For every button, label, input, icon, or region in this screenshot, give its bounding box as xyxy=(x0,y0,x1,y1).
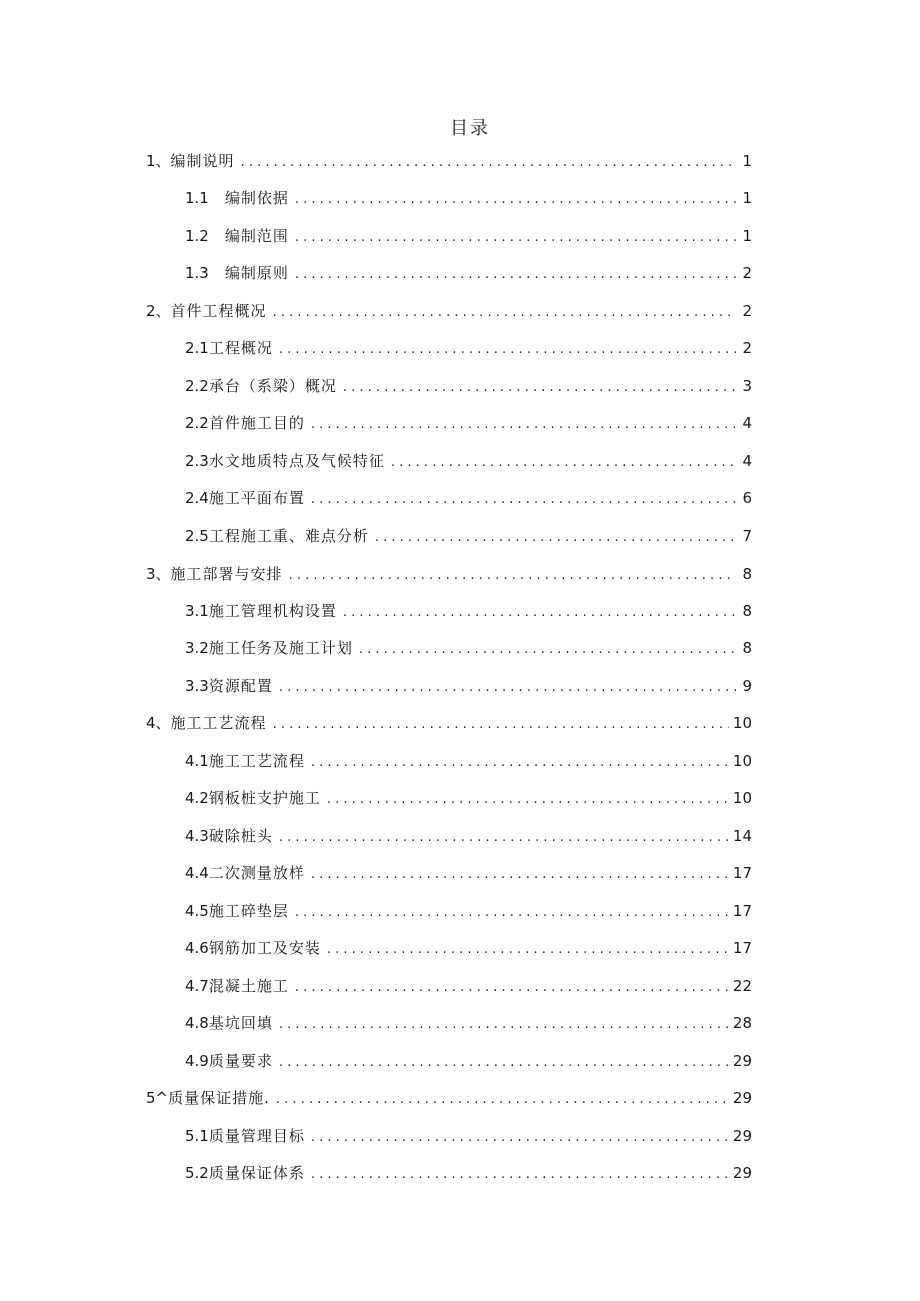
toc-entry-text: 施工平面布置 xyxy=(208,489,305,507)
toc-entry-number: 3.1 xyxy=(185,602,209,620)
toc-entry-page: 17 xyxy=(732,902,752,920)
toc-entry[interactable] xyxy=(185,448,752,472)
toc-entry[interactable] xyxy=(185,935,752,959)
toc-entry-page: 8 xyxy=(742,565,752,583)
toc-entry[interactable] xyxy=(185,373,752,397)
dot-leader xyxy=(359,641,736,659)
toc-entry-text: 钢板桩支护施工 xyxy=(208,789,321,807)
toc-entry-number: 4.5 xyxy=(185,902,209,920)
toc-entry[interactable] xyxy=(185,223,752,247)
dot-leader xyxy=(327,791,729,809)
toc-entry-text: 编制依据 xyxy=(224,189,289,207)
dot-leader xyxy=(295,191,736,209)
dot-leader xyxy=(276,1091,729,1109)
toc-entry-page: 22 xyxy=(732,977,752,995)
toc-entry-page: 1 xyxy=(742,227,752,245)
toc-entry-text: 承台（系梁）概况 xyxy=(208,377,337,395)
toc-entry[interactable] xyxy=(185,335,752,359)
toc-entry[interactable] xyxy=(185,635,752,659)
toc-entry-page: 3 xyxy=(742,377,752,395)
toc-entry-number: 3.2 xyxy=(185,639,209,657)
toc-entry-text: 施工管理机构设置 xyxy=(208,602,337,620)
toc-entry[interactable] xyxy=(185,860,752,884)
dot-leader xyxy=(279,1016,729,1034)
toc-entry[interactable] xyxy=(185,410,752,434)
toc-entry[interactable] xyxy=(185,260,752,284)
toc-entry-text: 编制范围 xyxy=(224,227,289,245)
toc-entry-page: 2 xyxy=(742,302,752,320)
toc-entry-number: 4.1 xyxy=(185,752,209,770)
toc-entry-page: 10 xyxy=(732,714,752,732)
dot-leader xyxy=(327,941,729,959)
toc-entry-number: 5.2 xyxy=(185,1164,209,1182)
toc-entry-number: 4.6 xyxy=(185,939,209,957)
toc-entry-page: 29 xyxy=(732,1089,752,1107)
toc-entry-page: 7 xyxy=(742,527,752,545)
toc-entry-number: 4.3 xyxy=(185,827,209,845)
dot-leader xyxy=(279,829,729,847)
toc-entry-text: 施工任务及施工计划 xyxy=(208,639,353,657)
toc-entry-number: 2.4 xyxy=(185,489,209,507)
toc-entry-page: 1 xyxy=(742,152,752,170)
toc-entry-text: 质量保证体系 xyxy=(208,1164,305,1182)
toc-entry-page: 10 xyxy=(732,752,752,770)
toc-entry[interactable] xyxy=(146,148,752,172)
toc-entry-page: 1 xyxy=(742,189,752,207)
toc-entry-text: 基坑回填 xyxy=(208,1014,273,1032)
toc-entry-number: 4.9 xyxy=(185,1052,209,1070)
toc-title: 目录 xyxy=(450,118,490,139)
toc-entry-number: 1、 xyxy=(146,152,171,170)
toc-entry[interactable] xyxy=(185,523,752,547)
toc-entry-text: 钢筋加工及安装 xyxy=(208,939,321,957)
toc-entry-number: 5^ xyxy=(146,1089,169,1107)
toc-entry-text: 质量要求 xyxy=(208,1052,273,1070)
dot-leader xyxy=(279,341,736,359)
toc-entry-page: 9 xyxy=(742,677,752,695)
toc-entry[interactable] xyxy=(146,561,752,585)
toc-entry-text: 首件工程概况 xyxy=(170,302,267,320)
toc-entry-number: 4.7 xyxy=(185,977,209,995)
toc-entry[interactable] xyxy=(185,1048,752,1072)
dot-leader xyxy=(311,866,729,884)
toc-entry-page: 29 xyxy=(732,1164,752,1182)
toc-entry-page: 8 xyxy=(742,602,752,620)
toc-entry-text: 工程施工重、难点分析 xyxy=(208,527,369,545)
dot-leader xyxy=(295,229,736,247)
toc-entry-text: 工程概况 xyxy=(208,339,273,357)
toc-entry-text: 施工碎垫层 xyxy=(208,902,289,920)
dot-leader xyxy=(311,491,736,509)
toc-entry-page: 29 xyxy=(732,1052,752,1070)
toc-entry-number: 4.4 xyxy=(185,864,209,882)
dot-leader xyxy=(273,716,729,734)
toc-entry-number: 2.2 xyxy=(185,377,209,395)
toc-entry-number: 1.2 xyxy=(185,227,209,245)
toc-entry-number: 2、 xyxy=(146,302,171,320)
toc-entry-text: 施工部署与安排 xyxy=(170,565,283,583)
dot-leader xyxy=(311,1129,729,1147)
toc-entry[interactable] xyxy=(185,973,752,997)
toc-entry-number: 2.3 xyxy=(185,452,209,470)
toc-entry[interactable] xyxy=(185,598,752,622)
toc-entry[interactable] xyxy=(185,1010,752,1034)
toc-entry[interactable] xyxy=(146,710,752,734)
toc-entry-number: 4.2 xyxy=(185,789,209,807)
toc-entry[interactable] xyxy=(185,1123,752,1147)
toc-entry-number: 3.3 xyxy=(185,677,209,695)
dot-leader xyxy=(295,904,729,922)
dot-leader xyxy=(273,304,736,322)
toc-entry-page: 10 xyxy=(732,789,752,807)
toc-entry-text: 编制原则 xyxy=(224,264,289,282)
toc-entry-page: 29 xyxy=(732,1127,752,1145)
toc-entry-text: 施工工艺流程 xyxy=(170,714,267,732)
toc-entry-page: 14 xyxy=(732,827,752,845)
toc-entry[interactable] xyxy=(185,823,752,847)
dot-leader xyxy=(311,754,729,772)
toc-entry-number: 2.5 xyxy=(185,527,209,545)
toc-entry-page: 2 xyxy=(742,339,752,357)
dot-leader xyxy=(295,979,729,997)
toc-entry-page: 8 xyxy=(742,639,752,657)
dot-leader xyxy=(343,604,736,622)
dot-leader xyxy=(241,154,736,172)
toc-entry[interactable] xyxy=(185,898,752,922)
toc-entry-page: 4 xyxy=(742,452,752,470)
dot-leader xyxy=(391,454,736,472)
toc-entry[interactable] xyxy=(185,1160,752,1184)
toc-entry-text: 混凝土施工 xyxy=(208,977,289,995)
toc-entry-text: 施工工艺流程 xyxy=(208,752,305,770)
toc-entry-text: 资源配置 xyxy=(208,677,273,695)
toc-entry-number: 1.3 xyxy=(185,264,209,282)
toc-entry-text: 破除桩头 xyxy=(208,827,273,845)
dot-leader xyxy=(295,266,736,284)
toc-entry-page: 17 xyxy=(732,864,752,882)
toc-entry-text: 水文地质特点及气候特征 xyxy=(208,452,385,470)
dot-leader xyxy=(375,529,736,547)
toc-entry-number: 2.2 xyxy=(185,414,209,432)
toc-entry-text: 首件施工目的 xyxy=(208,414,305,432)
dot-leader xyxy=(311,1166,729,1184)
dot-leader xyxy=(279,679,736,697)
toc-entry-text: 质量保证措施. xyxy=(168,1089,270,1107)
toc-entry-number: 4、 xyxy=(146,714,171,732)
toc-entry[interactable] xyxy=(185,485,752,509)
toc-entry-number: 4.8 xyxy=(185,1014,209,1032)
toc-entry[interactable] xyxy=(185,185,752,209)
toc-entry-page: 28 xyxy=(732,1014,752,1032)
toc-entry-number: 3、 xyxy=(146,565,171,583)
toc-entry[interactable] xyxy=(146,298,752,322)
toc-entry-page: 6 xyxy=(742,489,752,507)
toc-entry-text: 编制说明 xyxy=(170,152,235,170)
toc-entry-number: 1.1 xyxy=(185,189,209,207)
toc-entry-text: 质量管理目标 xyxy=(208,1127,305,1145)
dot-leader xyxy=(279,1054,729,1072)
toc-entry-number: 5.1 xyxy=(185,1127,209,1145)
toc-entry-page: 17 xyxy=(732,939,752,957)
toc-entry[interactable] xyxy=(185,673,752,697)
toc-entry-number: 2.1 xyxy=(185,339,209,357)
dot-leader xyxy=(343,379,736,397)
toc-entry-page: 4 xyxy=(742,414,752,432)
dot-leader xyxy=(289,567,736,585)
toc-entry[interactable] xyxy=(146,1085,752,1109)
toc-entry[interactable] xyxy=(185,748,752,772)
toc-entry-page: 2 xyxy=(742,264,752,282)
dot-leader xyxy=(311,416,736,434)
toc-entry[interactable] xyxy=(185,785,752,809)
toc-entry-text: 二次测量放样 xyxy=(208,864,305,882)
